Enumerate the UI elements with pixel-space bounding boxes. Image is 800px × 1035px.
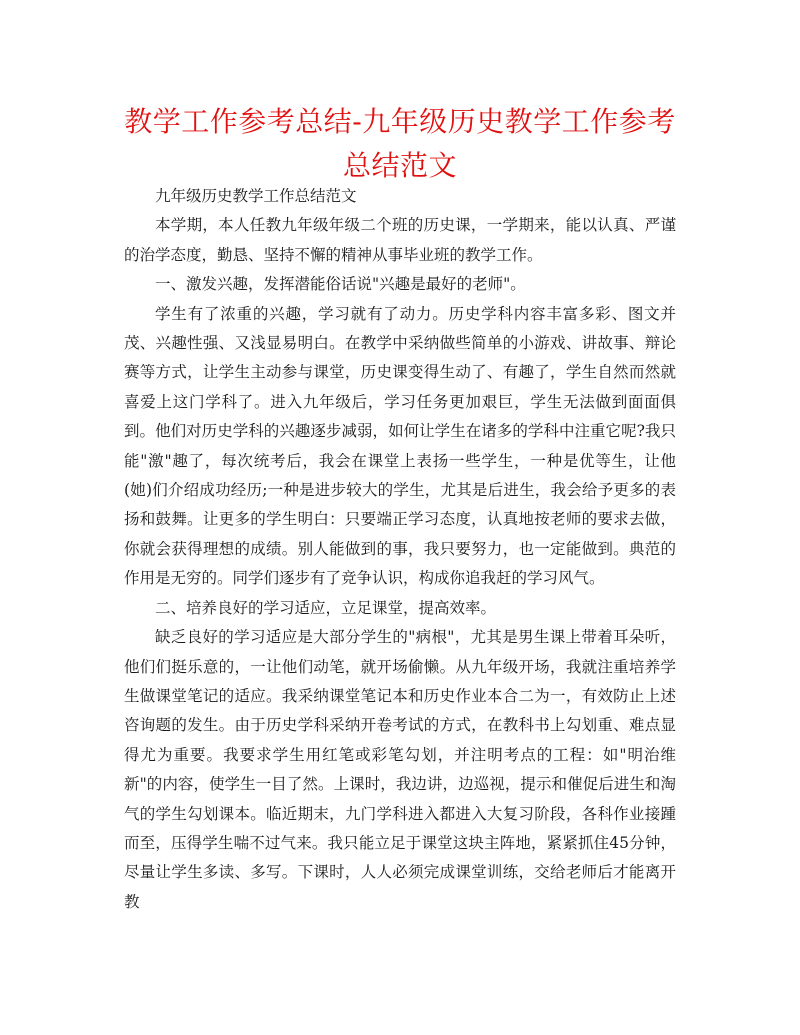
section-paragraph-1: 学生有了浓重的兴趣，学习就有了动力。历史学科内容丰富多彩、图文并茂、兴趣性强、又浅显易明白。在教学中采纳做些简单的小游戏、讲故事、辩论赛等方式，让学生主动参与课堂，历史课变得生动了、有趣了，学生自然而然就喜爱上这门学科了。进入九年级后，学习任务更加艰巨，学生无法做到面面俱到。他们对历史学科的兴趣逐步减弱，如何让学生在诸多的学科中注重它呢?我只能"激"趣了，每次统考后，我会在课堂上表扬一些学生，一种是优等生，让他(她)们介绍成功经历;一种是进步较大的学生，尤其是后进生，我会给予更多的表扬和鼓舞。让更多的学生明白：只要端正学习态度，认真地按老师的要求去做，你就会获得理想的成绩。别人能做到的事，我只要努力，也一定能做到。典范的作用是无穷的。同学们逐步有了竞争认识，构成你追我赶的学习风气。 (124, 304, 676, 588)
section-heading-1: 一、激发兴趣，发挥潜能俗话说"兴趣是最好的老师"。 (155, 275, 526, 294)
section-heading-2: 二、培养良好的学习适应，立足课堂，提高效率。 (155, 598, 497, 617)
document-body (124, 182, 676, 917)
subtitle-paragraph: 九年级历史教学工作总结范文 (155, 187, 357, 205)
intro-paragraph: 本学期，本人任教九年级年级二个班的历史课，一学期来，能以认真、严谨的治学态度，勤恳、坚持不懈的精神从事毕业班的教学工作。 (124, 216, 676, 264)
document-title: 教学工作参考总结-九年级历史教学工作参考总结范文 (124, 105, 676, 182)
section-paragraph-2: 缺乏良好的学习适应是大部分学生的"病根"，尤其是男生课上带着耳朵听，他们们挺乐意的，一让他们动笔，就开场偷懒。从九年级开场，我就注重培养学生做课堂笔记的适应。我采纳课堂笔记本和历史作业本合二为一，有效防止上述咨询题的发生。由于历史学科采纳开卷考试的方式，在教科书上勾划重、难点显得尤为重要。我要求学生用红笔或彩笔勾划，并注明考点的工程：如"明治维新"的内容，使学生一目了然。上课时，我边讲，边巡视，提示和催促后进生和淘气的学生勾划课本。临近期末，九门学科进入都进入大复习阶段，各科作业接踵而至，压得学生喘不过气来。我只能立足于课堂这块主阵地，紧紧抓住45分钟，尽量让学生多读、多写。下课时，人人必须完成课堂训练，交给老师后才能离开教 (124, 628, 676, 911)
